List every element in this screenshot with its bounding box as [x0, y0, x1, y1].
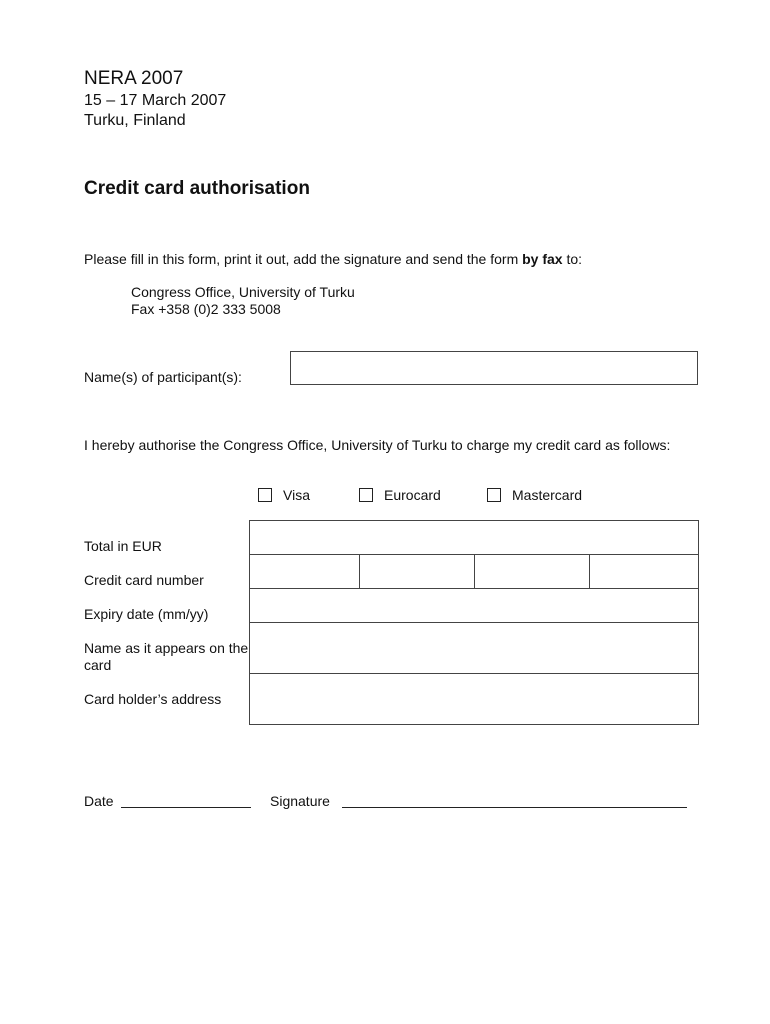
address-field[interactable]: [250, 674, 698, 724]
total-label: Total in EUR: [84, 538, 162, 554]
congress-office-line: Congress Office, University of Turku: [131, 284, 355, 300]
instruction-pre: Please fill in this form, print it out, add the signature and send the form: [84, 251, 523, 267]
grid-divider: [359, 555, 360, 589]
grid-line: [250, 673, 698, 674]
mastercard-label: Mastercard: [512, 487, 583, 503]
card-number-group-2[interactable]: [360, 555, 475, 589]
card-details-grid: [249, 520, 699, 725]
signature-label: Signature: [270, 793, 330, 809]
grid-divider: [474, 555, 475, 589]
instruction-post: to:: [562, 251, 583, 267]
expiry-field[interactable]: [250, 589, 698, 623]
card-number-group-1[interactable]: [250, 555, 360, 589]
grid-line: [250, 622, 698, 623]
card-number-group-4[interactable]: [590, 555, 698, 589]
card-option-eurocard[interactable]: [359, 487, 441, 503]
visa-checkbox[interactable]: [258, 488, 272, 502]
participants-label: Name(s) of participant(s):: [84, 369, 242, 385]
card-number-group-3[interactable]: [475, 555, 590, 589]
visa-label: Visa: [283, 487, 310, 503]
instruction-bold: by fax: [522, 251, 563, 267]
event-dates: 15 – 17 March 2007: [84, 92, 227, 109]
instruction-text: [84, 251, 582, 267]
authorise-text: I hereby authorise the Congress Office, University of Turku to charge my credit card as follows:: [84, 437, 671, 453]
card-option-visa[interactable]: [258, 487, 310, 503]
card-number-label: Credit card number: [84, 572, 204, 588]
name-on-card-field[interactable]: [250, 623, 698, 674]
participants-field[interactable]: [290, 351, 698, 385]
form-title: Credit card authorisation: [84, 178, 310, 199]
eurocard-label: Eurocard: [384, 487, 441, 503]
card-option-mastercard[interactable]: [487, 487, 582, 503]
name-on-card-label: Name as it appears on the card: [84, 640, 249, 673]
grid-divider: [589, 555, 590, 589]
date-line[interactable]: [121, 807, 251, 808]
date-label: Date: [84, 793, 114, 809]
address-label: Card holder’s address: [84, 691, 222, 707]
total-field[interactable]: [250, 521, 698, 555]
event-title: NERA 2007: [84, 68, 184, 89]
mastercard-checkbox[interactable]: [487, 488, 501, 502]
fax-number-line: Fax +358 (0)2 333 5008: [131, 301, 281, 317]
event-place: Turku, Finland: [84, 112, 186, 129]
signature-line[interactable]: [342, 807, 687, 808]
eurocard-checkbox[interactable]: [359, 488, 373, 502]
expiry-label: Expiry date (mm/yy): [84, 606, 209, 622]
